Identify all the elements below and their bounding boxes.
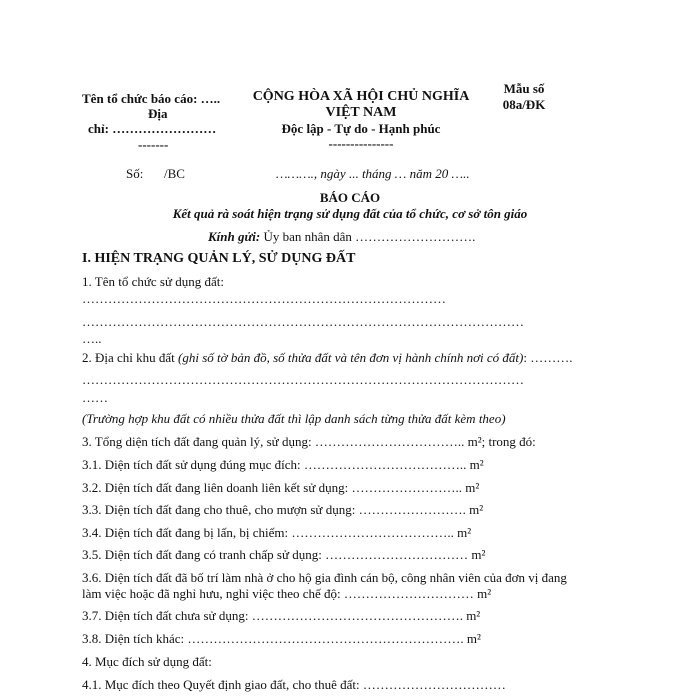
item-3-6-line1: 3.6. Diện tích đất đã bố trí làm nhà ở cho hộ gia đình cán bộ, công nhân viên của đơn vị đang [82, 570, 567, 585]
recipient-line [208, 229, 475, 245]
recipient-label: Kính gửi: [208, 229, 261, 244]
item-1-label: 1. Tên tổ chức sử dụng đất: [82, 274, 225, 289]
item-3-4: 3.4. Diện tích đất đang bị lấn, bị chiếm: ……………………………….. m² [82, 525, 472, 540]
national-motto: Độc lập - Tự do - Hạnh phúc [281, 121, 441, 136]
item-1-dots-1: ………………………………………………………………………… [82, 291, 446, 306]
report-title: BÁO CÁO [319, 190, 381, 205]
report-number-suffix: /BC [164, 166, 185, 181]
org-address-value: chỉ: …………………… [88, 121, 217, 136]
form-number-value: 08a/ĐK [502, 97, 546, 112]
republic-title: CỘNG HÒA XÃ HỘI CHỦ NGHĨA [252, 89, 470, 104]
item-2-dots-2: …… [82, 390, 108, 405]
motto-underline: --------------- [328, 136, 394, 151]
multi-parcel-note: (Trường hợp khu đất có nhiều thửa đất thì lập danh sách từng thửa đất kèm theo) [82, 411, 506, 426]
item-3: 3. Tổng diện tích đất đang quản lý, sử dụng: …………………………….. m²; trong đó: [82, 434, 536, 449]
item-4: 4. Mục đích sử dụng đất: [82, 654, 212, 669]
item-3-1: 3.1. Diện tích đất sử dụng đúng mục đích: ……………………………….. m² [82, 457, 484, 472]
item-3-2: 3.2. Diện tích đất đang liên doanh liên kết sử dụng: …………………….. m² [82, 480, 480, 495]
item-4-1: 4.1. Mục đích theo Quyết định giao đất, cho thuê đất: …………………………… [82, 677, 506, 692]
item-2-suffix: : ………. [523, 350, 573, 365]
item-1-dots-3: ….. [82, 331, 102, 346]
section-heading: I. HIỆN TRẠNG QUẢN LÝ, SỬ DỤNG ĐẤT [82, 251, 356, 266]
item-2-prefix: 2. Địa chỉ khu đất [82, 350, 175, 365]
item-3-6-line2: làm việc hoặc đã nghỉ hưu, nghỉ việc theo chế độ: ………………………… m² [82, 586, 492, 601]
republic-title-line2: VIỆT NAM [325, 105, 397, 120]
item-3-5: 3.5. Diện tích đất đang có tranh chấp sử dụng: …………………………… m² [82, 547, 486, 562]
item-3-3: 3.3. Diện tích đất đang cho thuê, cho mượn sử dụng: ……………………. m² [82, 502, 484, 517]
item-3-7: 3.7. Diện tích đất chưa sử dụng: …………………………………………. m² [82, 608, 481, 623]
form-number-label: Mẫu số [503, 81, 545, 96]
recipient-value: Ủy ban nhân dân ………………………. [263, 229, 476, 244]
org-address-label: Địa [148, 106, 168, 121]
report-date: ………., ngày ... tháng … năm 20 ….. [276, 166, 470, 181]
report-subtitle: Kết quả rà soát hiện trạng sử dụng đất của tổ chức, cơ sở tôn giáo [172, 206, 528, 221]
item-2-line [82, 350, 572, 366]
item-1-dots-2: ………………………………………………………………………………………… [82, 314, 524, 329]
item-2-dots-1: ………………………………………………………………………………………… [82, 372, 524, 387]
org-divider: ------- [138, 137, 169, 152]
org-name-label: Tên tổ chức báo cáo: ….. [82, 91, 221, 106]
item-2-italic: (ghi số tờ bản đồ, số thửa đất và tên đơn vị hành chính nơi có đất) [178, 350, 524, 365]
item-3-8: 3.8. Diện tích khác: ………………………………………………………. m² [82, 631, 481, 646]
report-number-label: Số: [126, 166, 144, 181]
